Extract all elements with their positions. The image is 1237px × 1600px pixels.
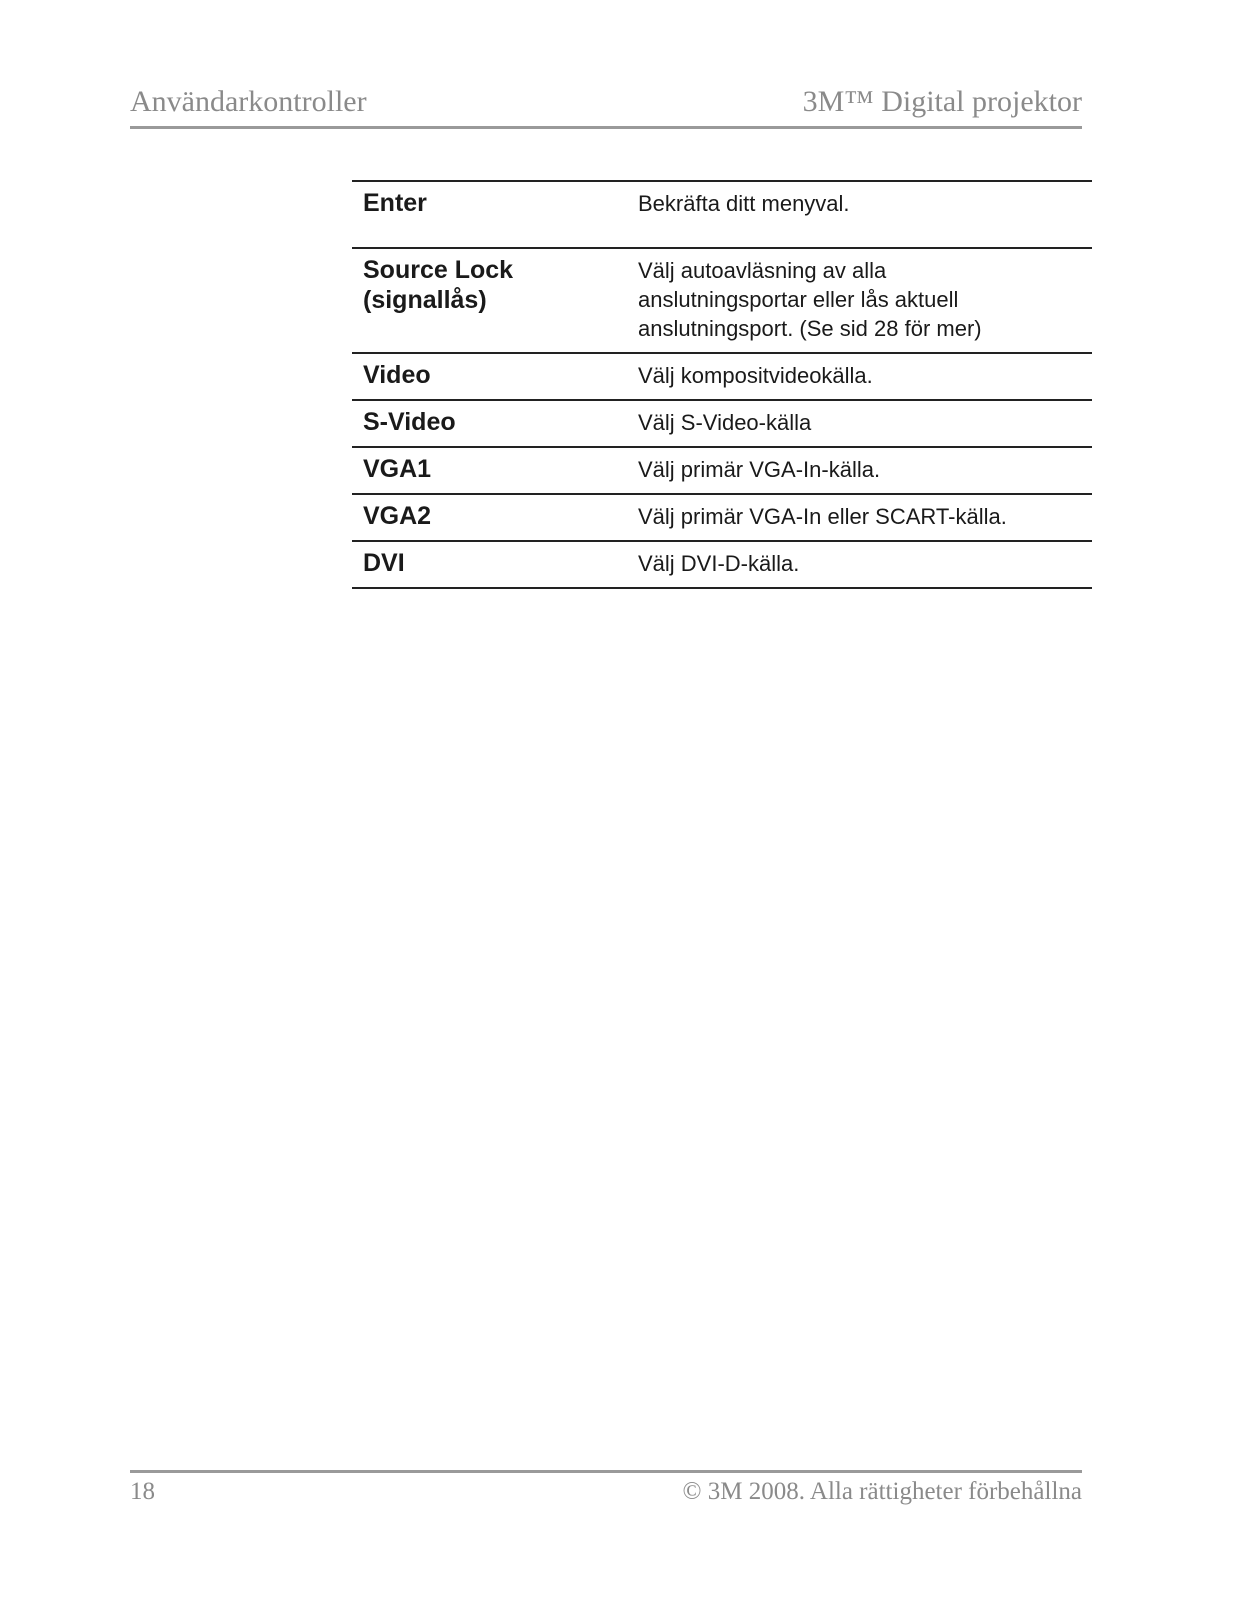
control-name: S-Video: [363, 408, 456, 436]
control-name: DVI: [363, 549, 405, 577]
table-row: [352, 181, 1092, 248]
table-row: [352, 494, 1092, 541]
description-line: Välj S-Video-källa: [638, 410, 812, 435]
description-line: anslutningsportar eller lås aktuell: [638, 287, 959, 312]
description-line: anslutningsport. (Se sid 28 för mer): [638, 316, 982, 341]
page-header: [130, 82, 1082, 129]
controls-table: [352, 180, 1092, 589]
description-line: Bekräfta ditt menyval.: [638, 191, 850, 216]
control-name: Enter: [363, 189, 427, 217]
control-name-line: Source Lock: [363, 256, 514, 284]
control-name: Video: [363, 361, 431, 389]
description-line: Välj primär VGA-In-källa.: [638, 457, 881, 482]
page-number: 18: [130, 1478, 155, 1505]
control-description: [638, 181, 1092, 248]
control-description: [638, 248, 1092, 353]
control-name-line: (signallås): [363, 286, 487, 314]
control-name: [352, 248, 638, 353]
table-row: [352, 447, 1092, 494]
control-name: VGA1: [363, 455, 432, 483]
control-name: VGA2: [363, 502, 432, 530]
page-footer: [130, 1470, 1082, 1513]
description-line: Välj autoavläsning av alla: [638, 258, 887, 283]
section-title: Användarkontroller: [130, 85, 367, 118]
product-title: 3M™ Digital projektor: [802, 85, 1082, 118]
control-description: [638, 353, 1092, 400]
table-row: [352, 248, 1092, 353]
table-row: [352, 541, 1092, 588]
control-description: [638, 494, 1092, 541]
table-row: [352, 353, 1092, 400]
control-description: [638, 541, 1092, 588]
description-line: Välj DVI-D-källa.: [638, 551, 800, 576]
description-line: Välj kompositvideokälla.: [638, 363, 873, 388]
control-description: [638, 447, 1092, 494]
control-description: [638, 400, 1092, 447]
description-line: Välj primär VGA-In eller SCART-källa.: [638, 504, 1007, 529]
copyright-notice: © 3M 2008. Alla rättigheter förbehållna: [682, 1478, 1082, 1505]
table-row: [352, 400, 1092, 447]
